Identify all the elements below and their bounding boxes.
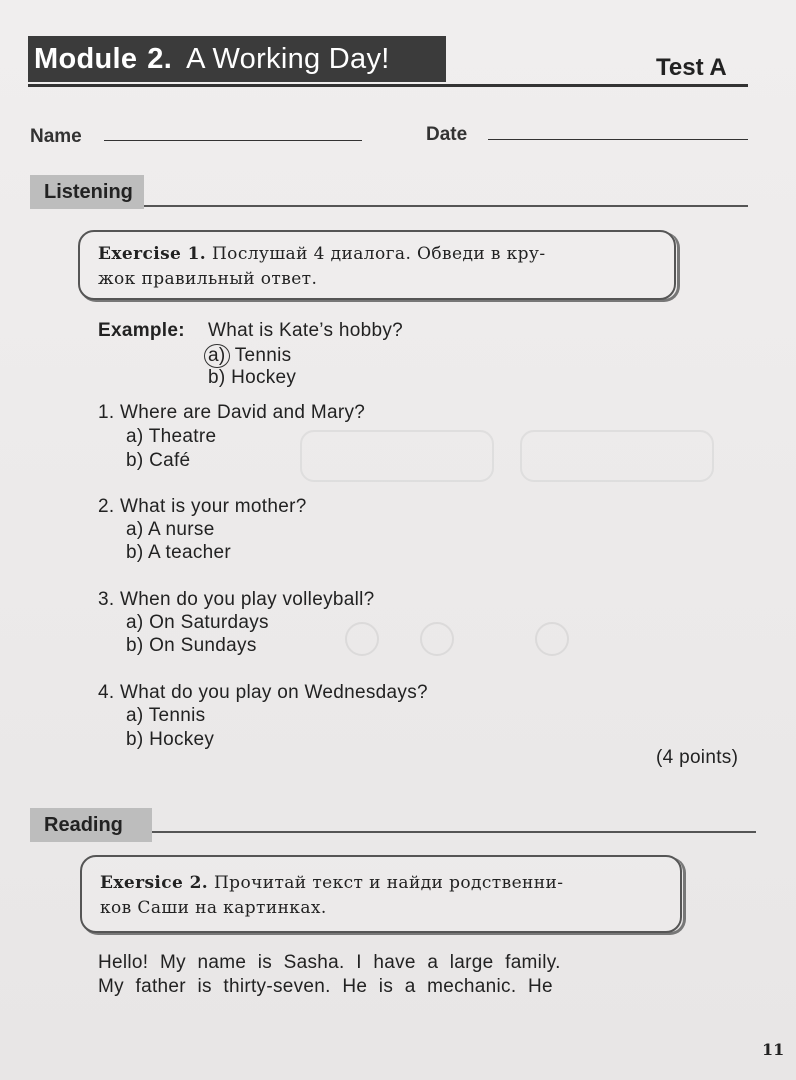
question-1-option-a[interactable]: a) Theatre — [126, 426, 217, 447]
ghost-illustration — [535, 622, 569, 656]
ghost-illustration — [345, 622, 379, 656]
listening-points: (4 points) — [656, 747, 739, 768]
listening-section-rule — [144, 205, 748, 207]
reading-text-line2: My father is thirty-seven. He is a mechanic. He — [98, 976, 553, 997]
test-label: Test A — [656, 54, 727, 81]
question-3: 3. When do you play volleyball? — [98, 589, 375, 610]
question-3-option-b[interactable]: b) On Sundays — [126, 635, 257, 656]
module-title: A Working Day! — [186, 42, 390, 75]
date-label: Date — [426, 124, 468, 145]
exercise-2-instruction — [80, 855, 682, 933]
example-option-b[interactable]: b) Hockey — [208, 367, 297, 388]
module-title-banner — [28, 36, 446, 82]
listening-section-tab: Listening — [30, 175, 144, 209]
question-2: 2. What is your mother? — [98, 496, 307, 517]
ghost-illustration — [300, 430, 494, 482]
exercise-2-text-line1: Прочитай текст и найди родственни- — [213, 873, 564, 893]
question-4-option-b[interactable]: b) Hockey — [126, 729, 215, 750]
exercise-1-text-line2: жок правильный ответ. — [98, 269, 318, 289]
module-number: 2. — [147, 42, 173, 75]
question-2-option-b[interactable]: b) A teacher — [126, 542, 232, 563]
module-word: Module — [34, 42, 138, 75]
reading-section-tab: Reading — [30, 808, 152, 842]
date-field-line[interactable] — [488, 139, 748, 140]
example-question: What is Kate’s hobby? — [208, 320, 404, 341]
header-rule — [28, 84, 748, 87]
name-label: Name — [30, 126, 82, 147]
reading-section-rule — [152, 831, 756, 833]
question-1: 1. Where are David and Mary? — [98, 402, 366, 423]
exercise-1-label: Exercise 1. — [98, 244, 207, 264]
example-option-a[interactable] — [208, 344, 291, 368]
reading-text-line1: Hello! My name is Sasha. I have a large family. — [98, 952, 561, 973]
example-option-a-text: Tennis — [234, 345, 292, 366]
name-field-line[interactable] — [104, 140, 362, 141]
ghost-illustration — [520, 430, 714, 482]
exercise-1-text-line1: Послушай 4 диалога. Обведи в кру- — [211, 244, 546, 264]
ghost-illustration — [420, 622, 454, 656]
exercise-1-instruction — [78, 230, 676, 300]
question-4-option-a[interactable]: a) Tennis — [126, 705, 206, 726]
example-circled-answer: a) — [204, 344, 230, 368]
exercise-2-label: Exersice 2. — [100, 873, 209, 893]
page-number: 11 — [762, 1040, 785, 1059]
question-3-option-a[interactable]: a) On Saturdays — [126, 612, 269, 633]
example-label: Example: — [98, 320, 185, 341]
question-2-option-a[interactable]: a) A nurse — [126, 519, 215, 540]
question-4: 4. What do you play on Wednesdays? — [98, 682, 428, 703]
exercise-2-text-line2: ков Саши на картинках. — [100, 898, 327, 918]
question-1-option-b[interactable]: b) Café — [126, 450, 191, 471]
